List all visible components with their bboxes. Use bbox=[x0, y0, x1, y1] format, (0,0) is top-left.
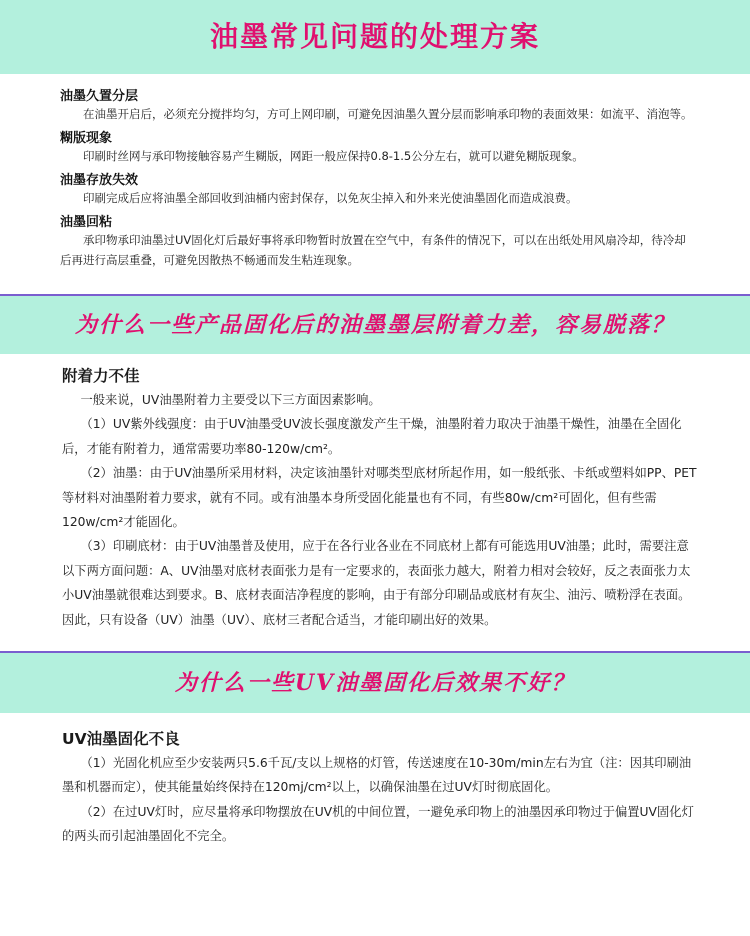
banner-3-title: 为什么一些UV油墨固化后效果不好？ bbox=[174, 670, 576, 696]
section-3 bbox=[0, 713, 750, 899]
item-heading: 油墨久置分层 bbox=[60, 89, 139, 104]
banner-3 bbox=[0, 653, 750, 713]
banner-2 bbox=[0, 296, 750, 354]
section-2 bbox=[0, 354, 750, 651]
paragraph: （2）在过UV灯时，应尽量将承印物摆放在UV机的中间位置，一避免承印物上的油墨因承印物过于偏置UV固化灯的两头而引起油墨固化不完全。 bbox=[62, 804, 694, 844]
item-heading: 油墨存放失效 bbox=[60, 173, 139, 188]
paragraph: 一般来说，UV油墨附着力主要受以下三方面因素影响。 bbox=[80, 393, 381, 407]
section-heading: 附着力不佳 bbox=[62, 367, 140, 385]
banner-2-title: 为什么一些产品固化后的油墨墨层附着力差，容易脱落？ bbox=[74, 312, 675, 338]
banner-1 bbox=[0, 0, 750, 74]
item-text: 承印物承印油墨过UV固化灯后最好事将承印物暂时放置在空气中，有条件的情况下，可以在出纸处用风扇冷却，待冷却后再进行高层重叠，可避免因散热不畅通而发生粘连现象。 bbox=[60, 233, 686, 267]
section-heading: UV油墨固化不良 bbox=[62, 730, 180, 748]
paragraph: （1）UV紫外线强度：由于UV油墨受UV波长强度激发产生干燥，油墨附着力取决于油墨干燥性，油墨在全固化后，才能有附着力，通常需要功率80-120w/cm²。 bbox=[62, 417, 682, 456]
banner-1-title: 油墨常见问题的处理方案 bbox=[209, 20, 540, 53]
paragraph: （3）印刷底材：由于UV油墨普及使用，应于在各行业各业在不同底材上都有可能选用UV油墨；此时，需要注意以下两方面问题：A、UV油墨对底材表面张力是有一定要求的，表面张力越大，附着力相对会较好，反之表面张力太小UV油墨就很难达到要求。B、底材表面洁净程度的影响，由于有部分印刷品或底材有灰尘、油污、喷粉浮在表面。因此，只有设备（UV）油墨（UV）、底材三者配合适当，才能印刷出好的效果。 bbox=[62, 539, 691, 627]
paragraph: （2）油墨：由于UV油墨所采用材料，决定该油墨针对哪类型底材所起作用，如一般纸张、卡纸或塑料如PP、PET等材料对油墨附着力要求，就有不同。或有油墨本身所受固化能量也有不同，有些80w/cm²可固化，但有些需120w/cm²才能固化。 bbox=[62, 466, 697, 530]
paragraph: （1）光固化机应至少安装两只5.6千瓦/支以上规格的灯管，传送速度在10-30m/min左右为宜（注：因其印刷油墨和机器而定），使其能量始终保持在120mj/cm²以上，以确保油墨在过UV灯时彻底固化。 bbox=[62, 756, 692, 795]
section-1 bbox=[0, 74, 750, 294]
item-text: 印刷时丝网与承印物接触容易产生糊版，网距一般应保持0.8-1.5公分左右，就可以避免糊版现象。 bbox=[83, 149, 584, 163]
item-text: 在油墨开启后，必须充分搅拌均匀，方可上网印刷，可避免因油墨久置分层而影响承印物的表面效果：如流平、消泡等。 bbox=[83, 107, 693, 121]
item-text: 印刷完成后应将油墨全部回收到油桶内密封保存，以免灰尘掉入和外来光使油墨固化而造成浪费。 bbox=[83, 191, 578, 205]
item-heading: 油墨回粘 bbox=[60, 215, 113, 230]
item-heading: 糊版现象 bbox=[60, 131, 113, 146]
